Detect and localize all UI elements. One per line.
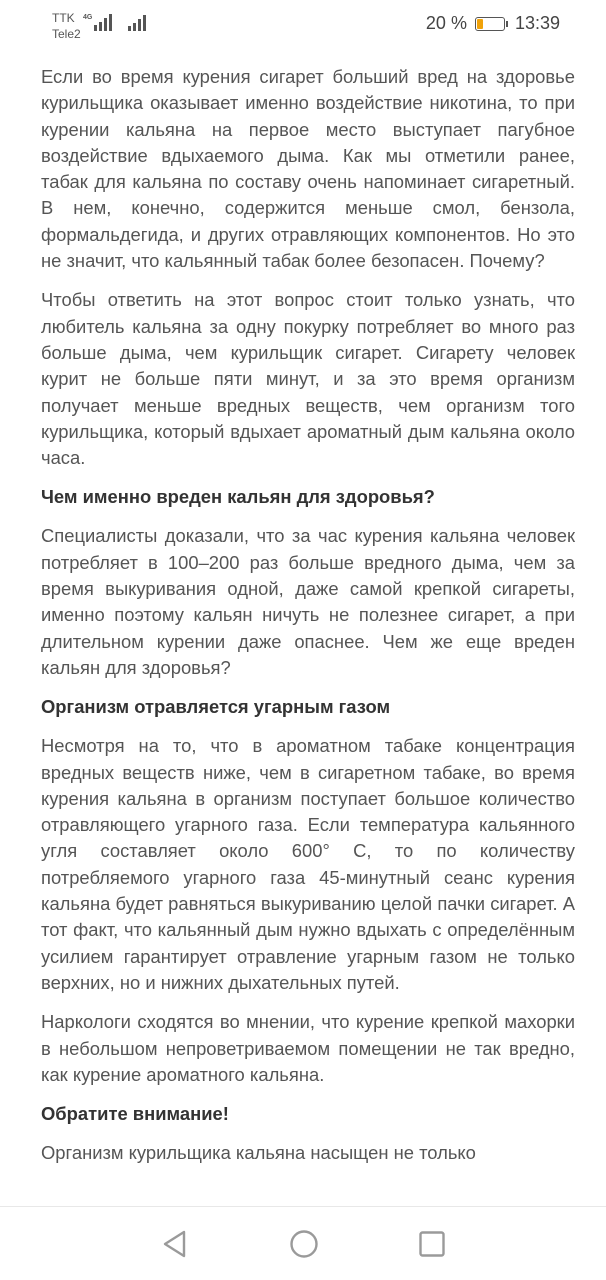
battery-fill (477, 19, 483, 29)
section-heading: Организм отравляется угарным газом (41, 696, 391, 718)
article-paragraph: Несмотря на то, что в ароматном табаке концентрация вредных веществ ниже, чем в сигаретном табаке, во время курения кальяна в организм поступает большое количество отравляющего угарного газа. Если температура кальянного угля составляет около 600° С, то по количеству потребляемого угарного газа 45-минутный сеанс курения кальяна будет равняться выкуриванию целой пачки сигарет. А тот факт, что кальянный дым нужно вдыхать с определённым усилием гарантирует отравление угарным газом не только верхних, но и нижних дыхательных путей. (41, 735, 575, 993)
carrier-names (52, 10, 81, 42)
recent-apps-icon[interactable] (417, 1229, 447, 1259)
signal-strength-icon (84, 14, 112, 32)
signal-strength-icon-2 (128, 14, 148, 32)
back-icon[interactable] (160, 1229, 190, 1259)
battery-percent: 20 % (425, 13, 467, 33)
article-paragraph: Организм курильщика кальяна насыщен не только (41, 1142, 476, 1164)
article-body (41, 64, 575, 1179)
status-right-group (426, 13, 560, 34)
article-paragraph: Специалисты доказали, что за час курения кальяна человек потребляет в 100–200 раз больше вредного дыма, чем за время выкуривания одной, даже самой крепкой сигареты, именно поэтому кальян ничуть не полезнее сигарет, а при длительном курении даже опаснее. Чем же еще вреден кальян для здоровья? (41, 525, 575, 678)
carrier-2: Tele2 (52, 27, 81, 41)
section-heading: Чем именно вреден кальян для здоровья? (41, 486, 435, 508)
battery-saver-leaf-icon: ❧ (483, 18, 492, 29)
network-type-label: 4G (83, 14, 93, 21)
section-heading: Обратите внимание! (41, 1103, 229, 1125)
carrier-1: TTK (52, 11, 75, 25)
article-paragraph: Наркологи сходятся во мнении, что курение крепкой махорки в небольшом непроветриваемом помещении не так вредно, как курение ароматного кальяна. (41, 1011, 575, 1085)
article-paragraph: Если во время курения сигарет больший вред на здоровье курильщика оказывает именно воздействие никотина, то при курении кальяна на первое место выступает пагубное воздействие вдыхаемого дыма. Как мы отметили ранее, табак для кальяна по составу очень напоминает сигаретный. В нем, конечно, содержится меньше смол, бензола, формальдегида, и других отравляющих компонентов. Но это не значит, что кальянный табак более безопасен. Почему? (41, 66, 575, 272)
navigation-bar (0, 1206, 606, 1280)
status-bar (0, 0, 606, 52)
article-paragraph: Чтобы ответить на этот вопрос стоит только узнать, что любитель кальяна за одну покурку потребляет во много раз больше дыма, чем курильщик сигарет. Сигарету человек курит не больше пяти минут, и за это время организм получает меньше вредных веществ, чем организм того курильщика, который вдыхает ароматный дым кальяна около часа. (41, 289, 575, 469)
home-icon[interactable] (289, 1229, 319, 1259)
battery-icon (475, 17, 505, 31)
clock-time: 13:39 (514, 13, 560, 33)
